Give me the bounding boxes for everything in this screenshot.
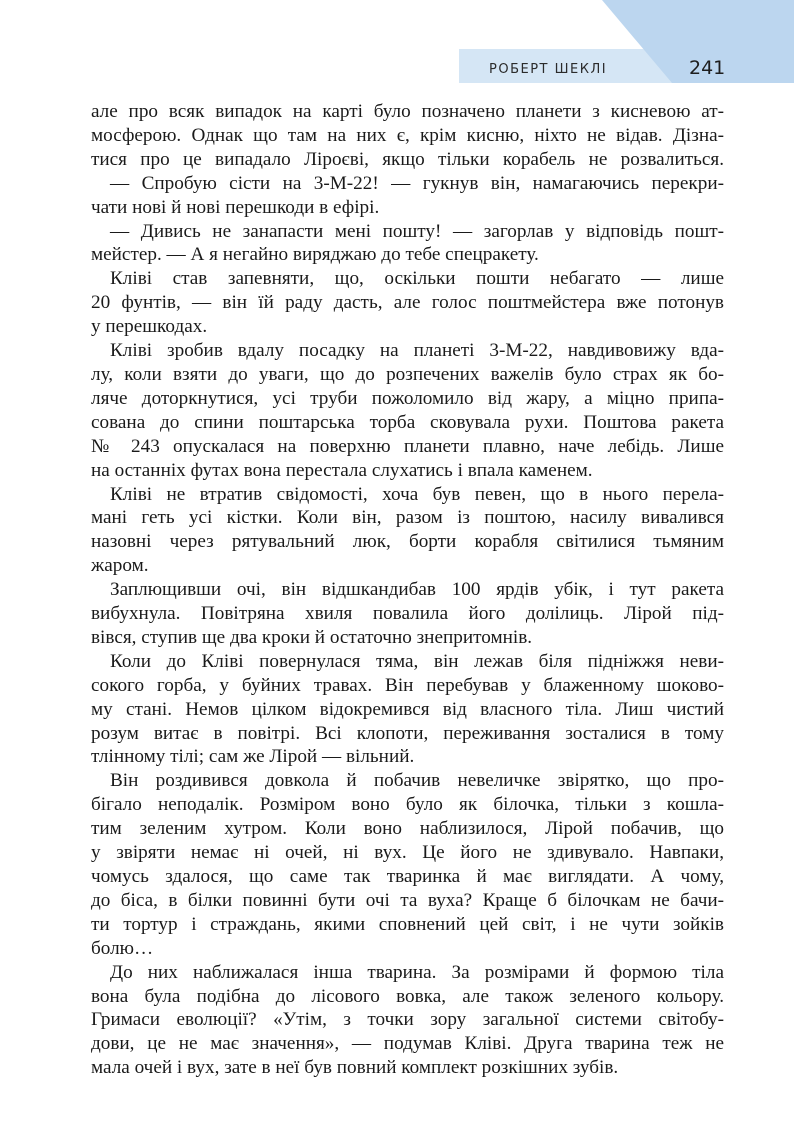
text-line: Кліві став запевняти, що, оскільки пошти небагато — лише	[110, 268, 724, 290]
paragraph	[91, 220, 724, 268]
paragraph	[91, 961, 724, 1081]
text-line: Коли до Кліві повернулася тяма, він лежав біля підніжжя неви-	[110, 650, 724, 672]
text-line: розум витає в повітрі. Всі клопоти, переживання зосталися в тому	[91, 722, 724, 744]
text-line: у звіряти немає ні очей, ні вух. Це його не здивувало. Навпаки,	[91, 842, 724, 864]
paragraph	[91, 483, 724, 579]
text-line: мосферою. Однак що там на них є, крім кисню, ніхто не відав. Дізна-	[91, 124, 724, 146]
paragraph	[91, 578, 724, 650]
text-line: вибухнула. Повітряна хвиля повалила його долілиць. Лірой під-	[91, 603, 724, 625]
body-text	[91, 100, 724, 1080]
text-line: бігало неподалік. Розміром воно було як білочка, тільки з кошла-	[91, 794, 724, 816]
paragraph	[91, 339, 724, 482]
text-line: вівся, ступив ще два кроки й остаточно знепритомнів.	[91, 626, 533, 648]
text-line: чати нові й нові перешкоди в ефірі.	[91, 196, 380, 218]
text-line: чомусь здалося, що саме так тваринка й має виглядати. А чому,	[91, 866, 724, 887]
text-line: тлінному тілі; сам же Лірой — вільний.	[91, 746, 415, 768]
text-line: болю…	[91, 937, 154, 959]
paragraph	[91, 172, 724, 220]
text-line: — Дивись не занапасти мені пошту! — загорлав у відповідь пошт-	[110, 220, 724, 242]
paragraph	[91, 100, 724, 172]
text-line: ляче доторкнутися, усі труби пожоломило від жару, а міцно припа-	[91, 387, 724, 409]
text-line: у перешкодах.	[91, 316, 208, 338]
text-line: але про всяк випадок на карті було позначено планети з кисневою ат-	[91, 101, 724, 122]
text-line: До них наближалася інша тварина. За розмірами й формою тіла	[110, 961, 724, 983]
paragraph	[91, 769, 724, 960]
text-line: Заплющивши очі, він відшкандибав 100 ярдів убік, і тут ракета	[110, 579, 724, 601]
text-line: му стані. Немов цілком відокремився від власного тіла. Лиш чистий	[91, 698, 724, 720]
text-line: мані геть усі кістки. Коли він, разом із поштою, насилу вивалився	[91, 507, 724, 529]
text-line: на останніх футах вона перестала слухатись і впала каменем.	[91, 459, 593, 481]
text-line: тися про це випадало Ліроєві, якщо тільки корабель не розвалиться.	[91, 148, 724, 170]
text-line: Гримаси еволюції? «Утім, з точки зору загальної системи світобу-	[91, 1009, 724, 1031]
text-line: № 243 опускалася на поверхню планети плавно, наче лебідь. Лише	[91, 435, 724, 457]
text-line: сокого горба, у буйних травах. Він перебував у блаженному шоково-	[91, 674, 724, 696]
text-line: тим зеленим хутром. Коли воно наблизилося, Лірой побачив, що	[91, 818, 724, 840]
text-line: мейстер. — А я негайно виряджаю до тебе спецракету.	[91, 244, 539, 266]
text-line: — Спробую сісти на 3-М-22! — гукнув він, намагаючись перекри-	[110, 172, 724, 194]
text-line: 20 фунтів, — він їй раду дасть, але голос поштмейстера вже потонув	[91, 292, 724, 314]
text-line: Кліві зробив вдалу посадку на планеті 3-М-22, навдивовижу вда-	[110, 340, 724, 362]
running-head-author: РОБЕРТ ШЕКЛІ	[489, 62, 608, 77]
text-line: вона була подібна до лісового вовка, але також зеленого кольору.	[91, 985, 724, 1007]
paragraph	[91, 650, 724, 770]
text-line: мала очей і вух, зате в неї був повний комплект розкішних зубів.	[91, 1057, 619, 1079]
text-line: до біса, в білки повинні бути очі та вуха? Краще б білочкам не бачи-	[91, 889, 724, 911]
text-line: жаром.	[91, 555, 149, 577]
text-line: назовні через рятувальний люк, борти корабля світилися тьмяним	[91, 531, 724, 553]
text-line: сована до спини поштарська торба сковувала рухи. Поштова ракета	[91, 411, 724, 433]
text-line: лу, коли взяти до уваги, що до розпечених важелів було страх як бо-	[91, 363, 724, 385]
text-line: дови, це не має значення», — подумав Кліві. Друга тварина теж не	[91, 1033, 724, 1055]
page-number: 241	[689, 57, 726, 79]
paragraph	[91, 267, 724, 339]
text-line: ти тортур і страждань, якими сповнений цей світ, і не чути зойків	[91, 913, 724, 935]
text-line: Кліві не втратив свідомості, хоча був певен, що в нього перела-	[110, 483, 724, 505]
text-line: Він роздивився довкола й побачив невеличке звірятко, що про-	[110, 770, 724, 792]
